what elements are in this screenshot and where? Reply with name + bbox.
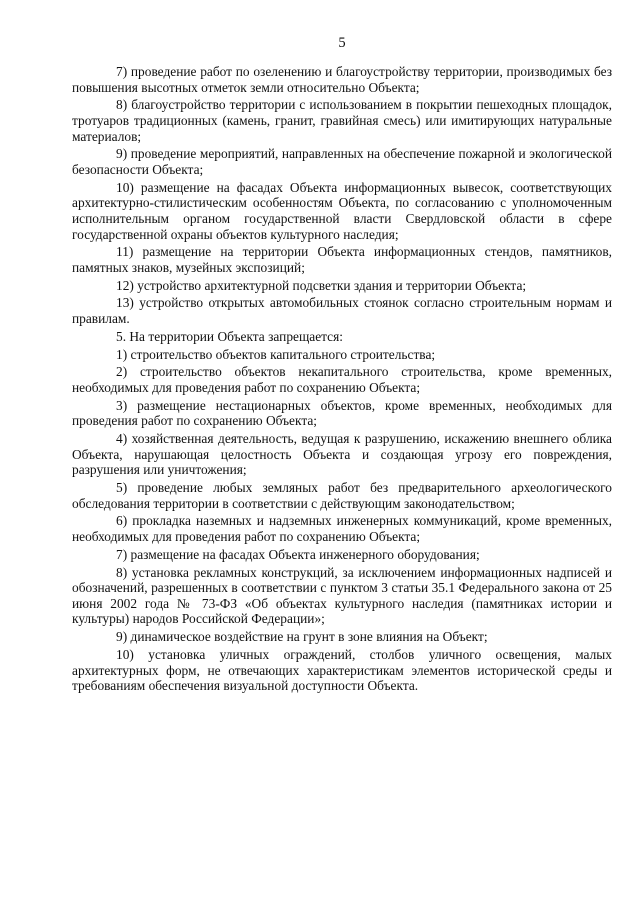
section-heading-5: 5. На территории Объекта запрещается: <box>116 328 343 344</box>
paragraph-item-13: 13) устройство открытых автомобильных стоянок согласно строительным нормам и правилам. <box>72 295 612 327</box>
paragraph-item-7: 7) проведение работ по озеленению и благоустройству территории, производимых без повышения высотных отметок земли относительно Объекта; <box>72 64 612 95</box>
prohibition-item-4: 4) хозяйственная деятельность, ведущая к разрушению, искажению внешнего облика Объекта, нарушающая целостность Объекта и создающая угрозу его повреждения, разрушения или уничтожения; <box>72 431 612 478</box>
prohibition-item-3: 3) размещение нестационарных объектов, кроме временных, необходимых для проведения работ по сохранению Объекта; <box>72 397 612 429</box>
page-number: 5 <box>338 35 346 51</box>
prohibition-item-5: 5) проведение любых земляных работ без предварительного археологического обследования территории в соответствии с действующим законодательством; <box>72 480 612 511</box>
prohibition-item-2: 2) строительство объектов некапитального строительства, кроме временных, необходимых для проведения работ по сохранению Объекта; <box>72 364 612 395</box>
prohibition-item-8: 8) установка рекламных конструкций, за исключением информационных надписей и обозначений, разрешенных в соответствии с пунктом 3 статьи 35.1 Федерального закона от 25 июня 2002 года № 73-ФЗ «Об объектах культурного наследия (памятниках истории и культуры) народов Российской Федерации»; <box>72 564 612 627</box>
paragraph-item-12: 12) устройство архитектурной подсветки здания и территории Объекта; <box>116 277 527 293</box>
paragraph-item-10: 10) размещение на фасадах Объекта информационных вывесок, соответствующих архитектурно-стилистическим особенностям Объекта, по согласованию с уполномоченным исполнительным органом государственной власти Свердловской области в сфере государственной охраны объектов культурного наследия; <box>72 179 612 242</box>
paragraph-item-11: 11) размещение на территории Объекта информационных стендов, памятников, памятных знаков, музейных экспозиций; <box>72 244 612 275</box>
document-body <box>72 64 612 694</box>
prohibition-item-6: 6) прокладка наземных и надземных инженерных коммуникаций, кроме временных, необходимых для проведения работ по сохранению Объекта; <box>72 513 612 545</box>
paragraph-item-8: 8) благоустройство территории с использованием в покрытии пешеходных площадок, тротуаров традиционных (камень, гранит, гравийная смесь) или имитирующих натуральные материалов; <box>72 97 612 144</box>
prohibition-item-9: 9) динамическое воздействие на грунт в зоне влияния на Объект; <box>116 629 488 645</box>
prohibition-item-1: 1) строительство объектов капитального строительства; <box>116 346 436 362</box>
prohibition-item-10: 10) установка уличных ограждений, столбов уличного освещения, малых архитектурных форм, не отвечающих характеристикам элементов исторической среды и требованиям обеспечения визуальной доступности Объекта. <box>72 646 612 694</box>
prohibition-item-7: 7) размещение на фасадах Объекта инженерного оборудования; <box>116 546 480 562</box>
paragraph-item-9: 9) проведение мероприятий, направленных на обеспечение пожарной и экологической безопасности Объекта; <box>72 146 612 177</box>
